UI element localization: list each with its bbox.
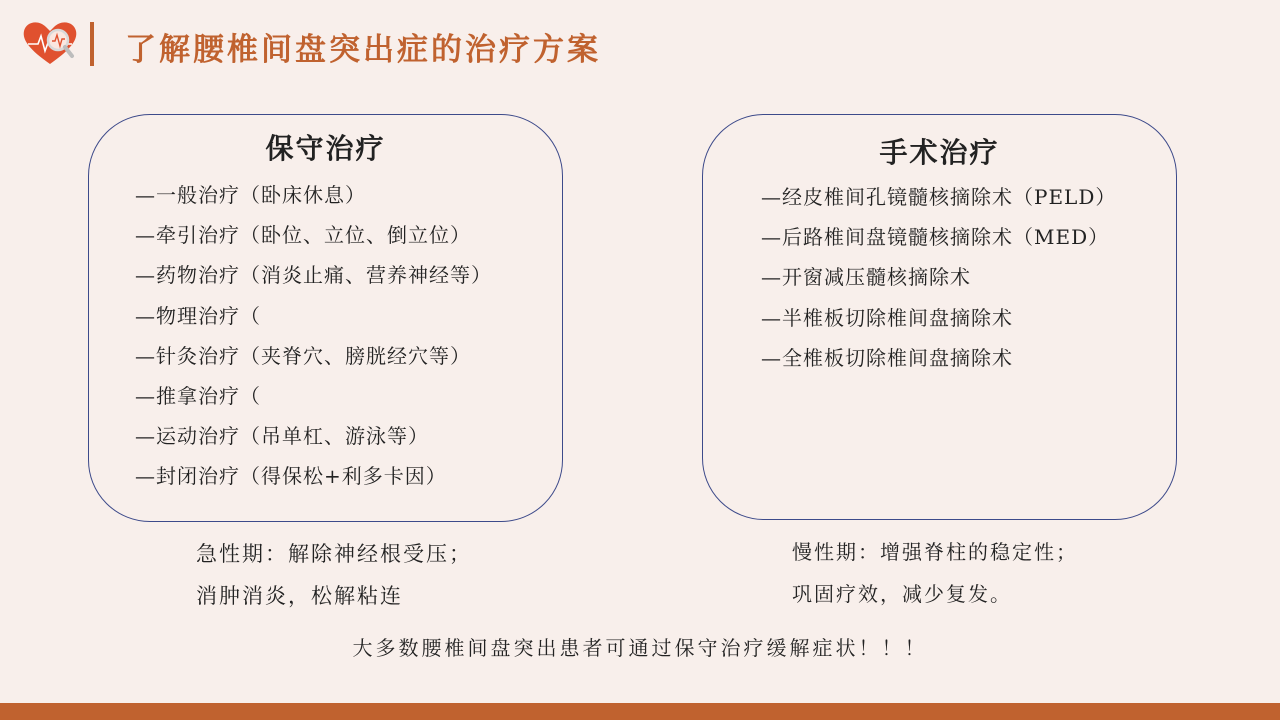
conservative-treatment-list [135, 175, 492, 497]
list-item: —经皮椎间孔镜髓核摘除术（PELD） [761, 185, 1117, 209]
list-item: —半椎板切除椎间盘摘除术 [761, 305, 1013, 330]
list-item: —运动治疗（吊单杠、游泳等） [135, 424, 429, 449]
list-item: —物理治疗（ [135, 303, 261, 328]
list-item: —牵引治疗（卧位、立位、倒立位） [135, 223, 471, 248]
heart-magnifier-icon [20, 18, 80, 68]
note-line: 慢性期：增强脊柱的稳定性； [792, 540, 1078, 564]
list-item: —一般治疗（卧床休息） [135, 183, 366, 207]
surgical-treatment-title: 手术治疗 [879, 136, 1000, 169]
title-accent-bar [90, 22, 94, 66]
note-line: 巩固疗效，减少复发。 [792, 582, 1012, 606]
conservative-treatment-card [88, 114, 563, 522]
conservative-treatment-title: 保守治疗 [265, 132, 386, 165]
list-item: —药物治疗（消炎止痛、营养神经等） [135, 263, 492, 288]
acute-phase-note [196, 533, 472, 617]
list-item: —全椎板切除椎间盘摘除术 [761, 345, 1013, 370]
bottom-accent-band [0, 703, 1280, 720]
list-item: —后路椎间盘镜髓核摘除术（MED） [761, 225, 1110, 250]
list-item: —开窗减压髓核摘除术 [761, 265, 971, 290]
note-line: 急性期：解除神经根受压； [196, 542, 472, 566]
list-item: —封闭治疗（得保松+利多卡因） [135, 464, 447, 489]
page-title: 了解腰椎间盘突出症的治疗方案 [125, 32, 601, 68]
note-line: 消肿消炎，松解粘连 [196, 584, 403, 608]
summary-text: 大多数腰椎间盘突出患者可通过保守治疗缓解症状！！！ [352, 636, 928, 660]
surgical-treatment-card [702, 114, 1177, 520]
list-item: —推拿治疗（ [135, 383, 261, 408]
list-item: —针灸治疗（夹脊穴、膀胱经穴等） [135, 343, 471, 368]
chronic-phase-note [792, 531, 1078, 615]
surgical-treatment-list [761, 177, 1116, 378]
